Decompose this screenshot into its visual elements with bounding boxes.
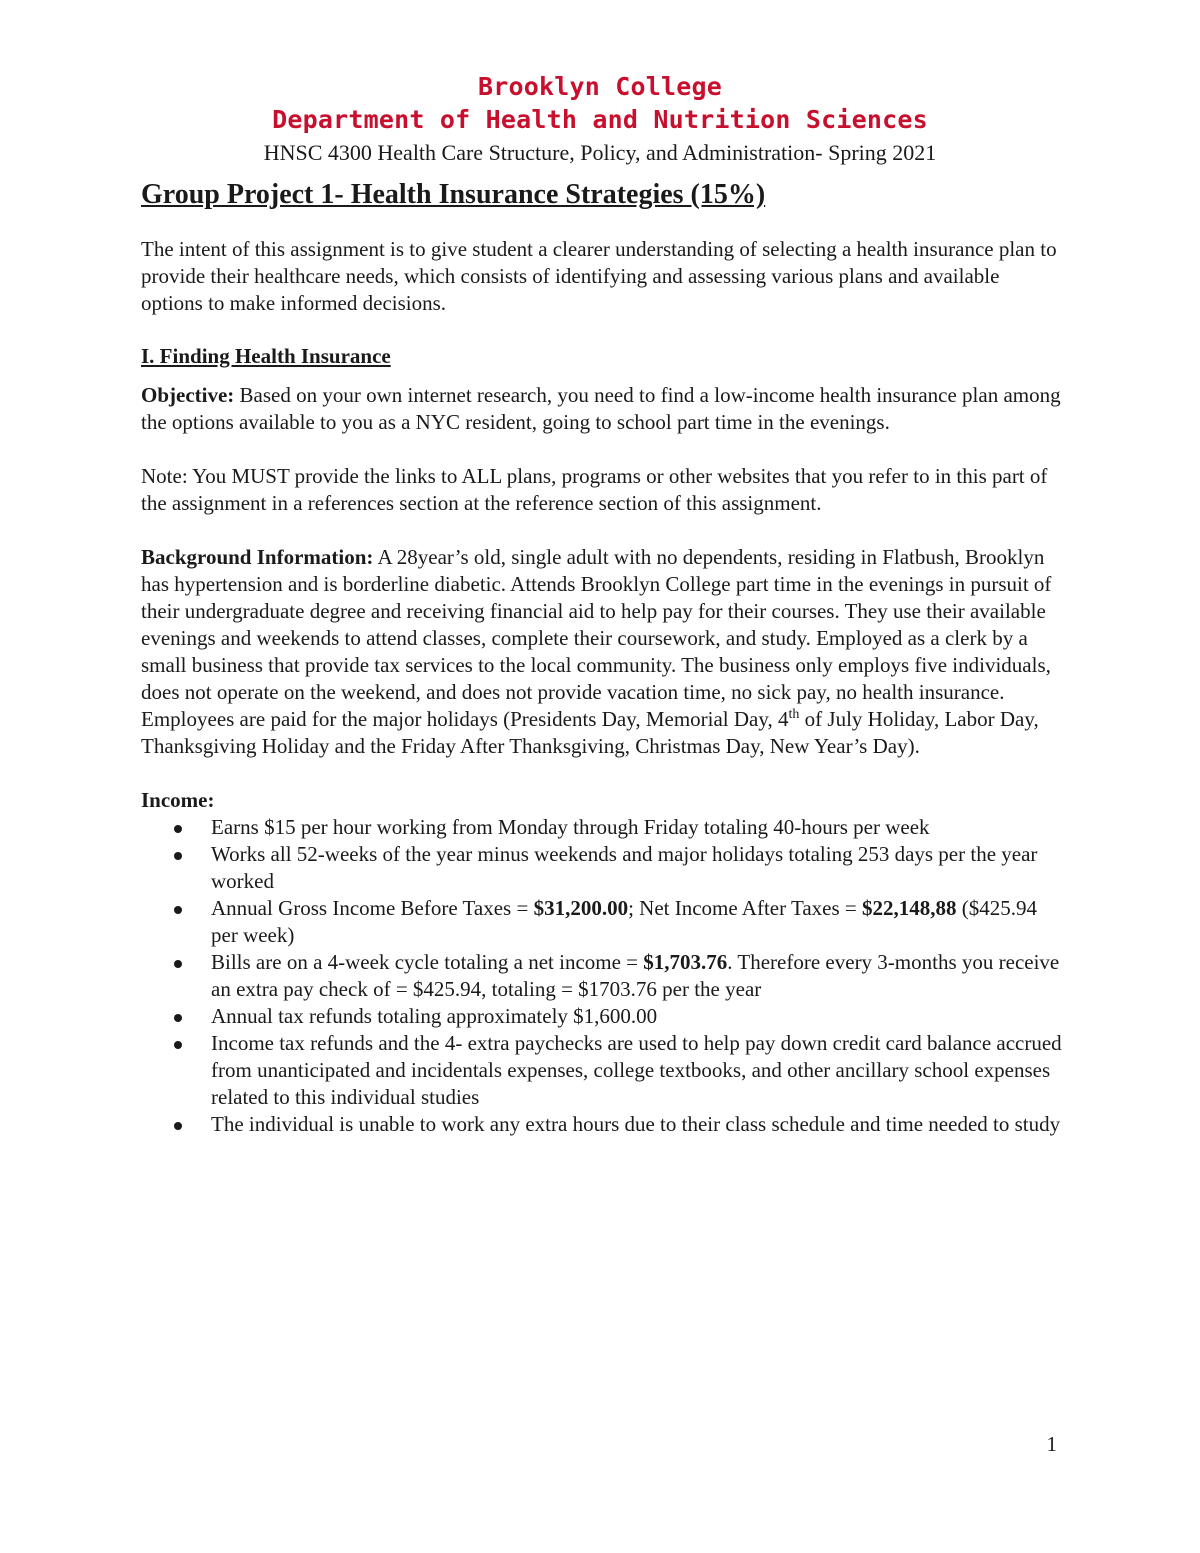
- list-item-text: Earns $15 per hour working from Monday through Friday totaling 40-hours per week: [211, 815, 930, 839]
- page-number: 1: [1046, 1432, 1057, 1456]
- background-label: Background Information:: [141, 545, 374, 569]
- bullet-icon: [174, 960, 182, 968]
- list-item-text: Annual tax refunds totaling approximately $1,600.00: [211, 1004, 658, 1028]
- bullet-icon: [174, 906, 182, 914]
- list-item: [141, 1030, 1066, 1111]
- section-heading: I. Finding Health Insurance: [141, 344, 391, 368]
- document-header: [0, 70, 1200, 168]
- list-item: [141, 1111, 1066, 1138]
- list-item-text: ($425.94 per week): [211, 896, 1037, 947]
- objective-paragraph: [141, 382, 1066, 436]
- list-item-text: ; Net Income After Taxes =: [628, 896, 862, 920]
- objective-text: Based on your own internet research, you need to find a low-income health insurance plan among the options available to you as a NYC resident, going to school part time in the evenings.: [141, 383, 1061, 434]
- list-item: [141, 841, 1066, 895]
- income-list: [141, 814, 1066, 1138]
- note-paragraph: Note: You MUST provide the links to ALL plans, programs or other websites that you refer to in this part of the assignment in a references section at the reference section of this assignment.: [141, 464, 1048, 515]
- list-item-text: Annual Gross Income Before Taxes =: [211, 896, 534, 920]
- objective-label: Objective:: [141, 383, 235, 407]
- background-text: A 28year’s old, single adult with no dependents, residing in Flatbush, Brooklyn has hypertension and is borderline diabetic. Attends Brooklyn College part time in the evenings in pursuit of their undergraduate degree and receiving financial aid to help pay for their courses. They use their available evenings and weekends to attend classes, complete their coursework, and study. Employed as a clerk by a small business that provide tax services to the local community. The business only employs five individuals, does not operate on the weekend, and does not provide vacation time, no sick pay, no health insurance. Employees are paid for the major holidays (Presidents Day, Memorial Day, 4: [141, 545, 1052, 731]
- list-item-text: Income tax refunds and the 4- extra paychecks are used to help pay down credit card balance accrued from unanticipated and incidentals expenses, college textbooks, and other ancillary school expenses related to this individual studies: [211, 1031, 1062, 1109]
- project-title: Group Project 1- Health Insurance Strategies (15%): [141, 179, 766, 210]
- course-title: HNSC 4300 Health Care Structure, Policy, and Administration- Spring 2021: [263, 140, 937, 165]
- cycle-income-value: $1,703.76: [643, 950, 728, 974]
- bullet-icon: [174, 1122, 182, 1130]
- bullet-icon: [174, 1041, 182, 1049]
- gross-income-value: $31,200.00: [533, 896, 629, 920]
- bullet-icon: [174, 852, 182, 860]
- ordinal-suffix: th: [788, 707, 800, 722]
- list-item: [141, 814, 1066, 841]
- list-item-text: Bills are on a 4-week cycle totaling a net income =: [211, 950, 644, 974]
- background-text-end: of July Holiday, Labor Day, Thanksgiving Holiday and the Friday After Thanksgiving, Christmas Day, New Year’s Day).: [141, 707, 1039, 758]
- department-name: Department of Health and Nutrition Sciences: [272, 105, 928, 134]
- list-item-text: . Therefore every 3-months you receive an extra pay check of = $425.94, totaling = $1703.76 per the year: [211, 950, 1060, 1001]
- document-body: [141, 176, 1066, 1138]
- list-item-text: Works all 52-weeks of the year minus weekends and major holidays totaling 253 days per the year worked: [211, 842, 1038, 893]
- college-name: Brooklyn College: [477, 72, 723, 101]
- list-item-text: The individual is unable to work any extra hours due to their class schedule and time needed to study: [211, 1112, 1061, 1136]
- list-item: [141, 895, 1066, 949]
- net-income-value: $22,148,88: [862, 896, 957, 920]
- intro-paragraph: The intent of this assignment is to give student a clearer understanding of selecting a health insurance plan to provide their healthcare needs, which consists of identifying and assessing various plans and available options to make informed decisions.: [141, 237, 1057, 315]
- list-item: [141, 1003, 1066, 1030]
- bullet-icon: [174, 825, 182, 833]
- list-item: [141, 949, 1066, 1003]
- bullet-icon: [174, 1014, 182, 1022]
- income-heading: Income:: [141, 788, 215, 812]
- background-paragraph: [141, 544, 1066, 760]
